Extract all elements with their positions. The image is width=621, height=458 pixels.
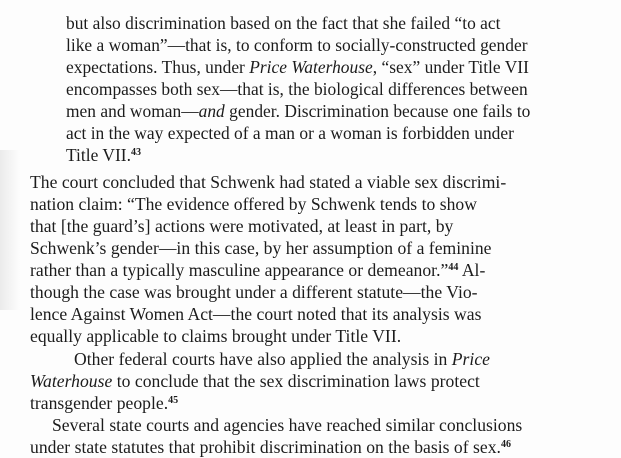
footnote-marker: 45 — [168, 395, 179, 406]
line-text: , “sex” under Title VII — [372, 57, 529, 77]
quote-line — [66, 34, 528, 56]
quote-line — [66, 78, 528, 100]
paragraph-line — [74, 348, 490, 370]
line-text: that [the guard’s] actions were motivated, at least in part, by — [30, 216, 454, 236]
line-text: The court concluded that Schwenk had stated a viable sex discrimi- — [30, 172, 507, 192]
paragraph-line — [30, 370, 480, 392]
quote-line — [66, 144, 141, 166]
quote-line — [66, 122, 514, 144]
paragraph-line — [30, 392, 178, 414]
line-text: but also discrimination based on the fact that she failed “to act — [66, 13, 501, 33]
line-text: expectations. Thus, under — [66, 57, 250, 77]
footnote-marker: 46 — [500, 439, 512, 450]
quote-line — [66, 56, 529, 78]
italic-case-name: and — [198, 101, 225, 121]
paragraph-line — [30, 215, 453, 237]
line-text: men and woman— — [66, 101, 199, 121]
italic-case-name: Price Waterhouse — [249, 57, 373, 77]
paragraph-line — [30, 303, 481, 325]
line-text: equally applicable to claims brought under Title VII. — [30, 326, 402, 346]
paragraph-line — [30, 436, 511, 458]
line-text: Schwenk’s gender—in this case, by her assumption of a feminine — [30, 238, 492, 258]
paragraph-line — [30, 325, 401, 347]
line-text: Several state courts and agencies have reached similar conclusions — [52, 415, 523, 435]
line-text: Al- — [458, 260, 486, 280]
footnote-marker: 43 — [130, 147, 141, 158]
paragraph-line — [30, 171, 506, 193]
line-text: like a woman”—that is, to conform to socially-constructed gender — [66, 35, 528, 55]
paragraph-line — [30, 281, 478, 303]
paragraph-line — [52, 414, 522, 436]
line-text: Title VII. — [66, 145, 131, 165]
line-text: act in the way expected of a man or a woman is forbidden under — [66, 123, 514, 143]
line-text: transgender people. — [30, 393, 169, 413]
quote-line — [66, 12, 500, 34]
paragraph-line — [30, 193, 477, 215]
line-text: rather than a typically masculine appearance or demeanor.” — [30, 260, 449, 280]
footnote-marker: 44 — [448, 262, 459, 273]
line-text: encompasses both sex—that is, the biological differences between — [66, 79, 528, 99]
line-text: under state statutes that prohibit discrimination on the basis of sex. — [30, 437, 501, 457]
italic-case-name: Waterhouse — [30, 371, 113, 391]
scan-shadow — [0, 150, 20, 310]
line-text: to conclude that the sex discrimination laws protect — [112, 371, 480, 391]
italic-case-name: Price — [451, 349, 490, 369]
line-text: nation claim: “The evidence offered by Schwenk tends to show — [30, 194, 477, 214]
line-text: though the case was brought under a different statute—the Vio- — [30, 282, 478, 302]
line-text: lence Against Women Act—the court noted that its analysis was — [30, 304, 482, 324]
line-text: Other federal courts have also applied the analysis in — [74, 349, 452, 369]
paragraph-line — [30, 237, 492, 259]
line-text: gender. Discrimination because one fails to — [224, 101, 531, 121]
quote-line — [66, 100, 530, 122]
paragraph-line — [30, 259, 485, 281]
